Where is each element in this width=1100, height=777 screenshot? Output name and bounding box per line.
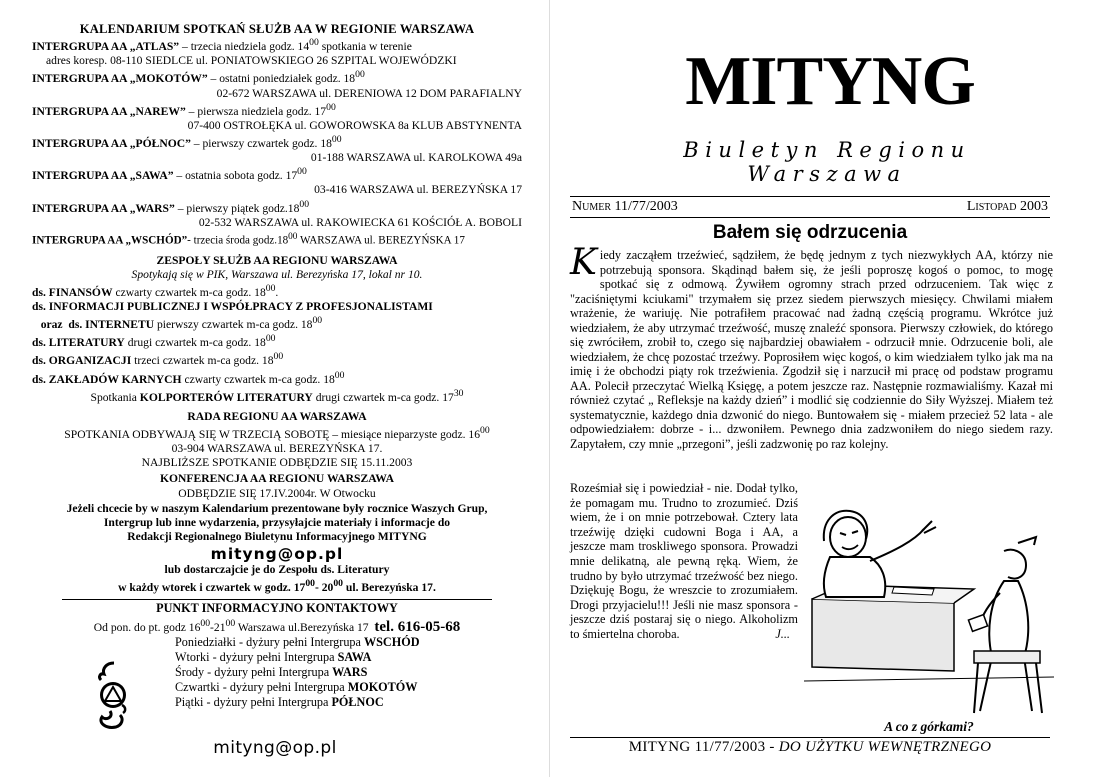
conference-line: ODBĘDZIE SIĘ 17.IV.2004r. W Otwocku bbox=[178, 486, 376, 500]
committee-organization bbox=[32, 350, 522, 368]
invite-line-1: Jeżeli chcecie by w naszym Kalendarium prezentowane były rocznice Waszych Grup, bbox=[66, 501, 488, 515]
committee-end: . bbox=[275, 285, 279, 299]
cartoon-illustration bbox=[804, 481, 1054, 725]
time-sup: 00 bbox=[265, 333, 276, 345]
duty-text: Piątki - dyżury pełni Intergrupa bbox=[175, 695, 332, 710]
intergroup-atlas bbox=[32, 36, 522, 68]
intergroup-address: 03-416 WARSZAWA ul. BEREZYŃSKA 17 bbox=[314, 183, 522, 197]
info-point-hours bbox=[32, 617, 522, 635]
time-sup: 00 bbox=[355, 69, 365, 81]
committees-note: Spotykają się w PIK, Warszawa ul. Berezyńska 17, lokal nr 10. bbox=[131, 267, 423, 281]
committee-name: LITERATURY bbox=[48, 336, 125, 350]
duty-group: PÓŁNOC bbox=[331, 695, 384, 710]
council-line-2: 03-904 WARSZAWA ul. BEREZYŃSKA 17. bbox=[171, 441, 383, 455]
article-paragraph-2: Roześmiał się i powiedział - nie. Dodał tylko, że pomagam mu. Trudno to zrozumieć. Dziś wiem, że i on mnie potrzebował. Cztery lata trzeźwiję dzięki cudowni Boga i AA, a jeszcze mam troskliwego sponsora. Prowadzi mnie delikatną, ale pewną ręką. Wiem, że trudno by było utrzymać trzeźwość bez niego. Dziękuję Bogu, że wreszcie to zrozumiałem. Drogi przyjacielu!!! Jeśli nie masz sponsora - jeszcze dziś postaraj się o niego. Alkoholizm to śmiertelna choroba. bbox=[570, 481, 798, 641]
intergroup-sawa bbox=[32, 165, 522, 197]
time-sup: 30 bbox=[453, 387, 464, 399]
committee-time: drugi czwartek m-ca godz. 17 bbox=[312, 390, 454, 404]
council-title: RADA REGIONU AA WARSZAWA bbox=[187, 409, 367, 423]
time-sup: 00 bbox=[333, 577, 343, 589]
committee-literature bbox=[32, 332, 522, 350]
time-sup: 00 bbox=[334, 369, 345, 381]
duty-text: Środy - dyżury pełni Intergrupa bbox=[175, 665, 333, 680]
committee-prisons bbox=[32, 369, 522, 387]
council-line-3: NAJBLIŻSZE SPOTKANIE ODBĘDZIE SIĘ 15.11.2003 bbox=[141, 456, 413, 470]
hours-text: Od pon. do pt. godz 16 bbox=[93, 620, 201, 634]
committee-name: INFORMACJI PUBLICZNEJ I WSPÓŁPRACY Z PROFESJONALISTAMI bbox=[48, 300, 433, 314]
time-sup: 00 bbox=[331, 134, 342, 145]
intergroup-note: spotkania w terenie bbox=[318, 40, 412, 54]
council-schedule: SPOTKANIA ODBYWAJĄ SIĘ W TRZECIĄ SOBOTĘ – miesiące nieparzyste godz. 16 bbox=[64, 427, 481, 441]
article-body-continued bbox=[570, 481, 798, 642]
calendar-section bbox=[32, 22, 522, 710]
committee-prefix: ds. bbox=[32, 285, 49, 299]
intergroup-mokotow bbox=[32, 68, 522, 100]
time-sup: 00 bbox=[273, 351, 284, 363]
masthead-title: MITYNG bbox=[685, 43, 975, 120]
illustration-caption: A co z górkami? bbox=[884, 719, 974, 734]
duty-text: Poniedziałki - dyżury pełni Intergrupa bbox=[175, 635, 364, 650]
committee-name: KOLPORTERÓW LITERATURY bbox=[139, 390, 313, 404]
committee-prefix: ds. bbox=[32, 336, 49, 350]
issue-date: Listopad 2003 bbox=[966, 199, 1048, 214]
committee-internet bbox=[32, 314, 522, 332]
time-sup: 00 bbox=[297, 166, 307, 178]
article-body bbox=[570, 242, 1053, 451]
intergroup-name: INTERGRUPA AA „NAREW” bbox=[32, 104, 186, 118]
duty-group: WSCHÓD bbox=[363, 635, 420, 650]
intergroup-address: 01-188 WARSZAWA ul. KAROLKOWA 49a bbox=[310, 151, 522, 165]
deliver-text: - 20 bbox=[314, 580, 334, 594]
intergroup-time: – trzecia niedziela godz. 14 bbox=[179, 40, 310, 54]
article-title: Bałem się odrzucenia bbox=[712, 222, 908, 243]
duty-group: MOKOTÓW bbox=[347, 680, 418, 695]
deliver-line-1: lub dostarczajcie je do Zespołu ds. Literatury bbox=[164, 562, 390, 576]
time-sup: 00 bbox=[326, 101, 336, 113]
info-point-title: PUNKT INFORMACYJNO KONTAKTOWY bbox=[156, 600, 398, 615]
intergroup-narew bbox=[32, 101, 522, 133]
duty-row bbox=[175, 665, 522, 680]
deliver-text: w każdy wtorek i czwartek w godz. 17 bbox=[118, 580, 306, 594]
footer-issue: MITYNG 11/77/2003 - bbox=[628, 739, 779, 755]
intergroup-address: adres koresp. 08-110 SIEDLCE ul. PONIATOWSKIEGO 26 SZPITAL WOJEWÓDZKI bbox=[46, 54, 457, 68]
time-sup: 00 bbox=[309, 37, 319, 49]
hours-text: -21 bbox=[210, 620, 226, 634]
invite-line-3: Redakcji Regionalnego Biuletynu Informacyjnego MITYNG bbox=[127, 530, 427, 544]
footer-internal-use: DO UŻYTKU WEWNĘTRZNEGO bbox=[778, 739, 992, 755]
committee-name: ORGANIZACJI bbox=[48, 354, 132, 368]
committee-name: FINANSÓW bbox=[48, 285, 113, 299]
duty-group: WARS bbox=[332, 665, 368, 680]
issue-number: Numer 11/77/2003 bbox=[572, 199, 678, 214]
committee-prefix: oraz ds. bbox=[32, 318, 86, 332]
divider bbox=[62, 599, 492, 600]
intergroup-name: INTERGRUPA AA „PÓŁNOC” bbox=[32, 136, 191, 150]
intergroup-name: INTERGRUPA AA „WARS” bbox=[32, 201, 175, 215]
invite-line-2: Intergrup lub inne wydarzenia, przysyłajcie materiały i informacje do bbox=[103, 515, 451, 529]
intergroup-address: 02-672 WARSZAWA ul. DERENIOWA 12 DOM PARAFIALNY bbox=[216, 86, 522, 100]
phone-number[interactable]: tel. 616-05-68 bbox=[374, 618, 461, 635]
intergroup-name: INTERGRUPA AA „MOKOTÓW” bbox=[32, 72, 208, 86]
deliver-line-2 bbox=[32, 577, 522, 595]
article-signature: J... bbox=[775, 626, 790, 641]
time-sup: 00 bbox=[288, 231, 298, 242]
address-text: Warszawa ul.Berezyńska 17 bbox=[235, 620, 375, 634]
committee-prefix: ds. bbox=[32, 372, 49, 386]
intergroup-wars bbox=[32, 198, 522, 230]
issue-bar bbox=[570, 196, 1050, 218]
intergroup-time: – pierwsza niedziela godz. 17 bbox=[185, 104, 327, 118]
intergroup-address: 02-532 WARSZAWA ul. RAKOWIECKA 61 KOŚCIÓŁ A. BOBOLI bbox=[198, 215, 522, 229]
left-footer-email[interactable]: mityng@op.pl bbox=[213, 738, 337, 758]
council-line-1 bbox=[32, 424, 522, 442]
time-sup: 00 bbox=[200, 618, 211, 630]
committee-distributors bbox=[32, 387, 522, 405]
intergroup-time: – ostatni poniedziałek godz. 18 bbox=[207, 72, 356, 86]
committee-name: ZAKŁADÓW KARNYCH bbox=[48, 372, 182, 386]
duty-row bbox=[175, 650, 522, 665]
time-sup: 00 bbox=[305, 577, 315, 589]
committees-title: ZESPOŁY SŁUŻB AA REGIONU WARSZAWA bbox=[156, 253, 398, 267]
intergroup-name: INTERGRUPA AA „ATLAS” bbox=[32, 40, 180, 54]
committee-time: drugi czwartek m-ca godz. 18 bbox=[124, 336, 266, 350]
time-sup: 00 bbox=[225, 618, 236, 630]
intergroup-time: – pierwszy czwartek godz. 18 bbox=[190, 136, 332, 150]
right-footer bbox=[570, 737, 1050, 756]
masthead-subtitle: Biuletyn Regionu Warszawa bbox=[683, 138, 971, 186]
duty-text: Czwartki - dyżury pełni Intergrupa bbox=[175, 680, 348, 695]
duty-row bbox=[175, 695, 522, 710]
committee-prefix: ds. bbox=[32, 354, 49, 368]
calendar-title: KALENDARIUM SPOTKAŃ SŁUŻB AA W REGIONIE WARSZAWA bbox=[79, 22, 475, 36]
intergroup-time: – pierwszy piątek godz.18 bbox=[174, 201, 300, 215]
duty-row bbox=[175, 680, 522, 695]
time-sup: 00 bbox=[480, 424, 490, 436]
intergroup-name: INTERGRUPA AA „SAWA” bbox=[32, 169, 174, 183]
time-sup: 00 bbox=[312, 315, 323, 327]
duty-text: Wtorki - dyżury pełni Intergrupa bbox=[175, 650, 338, 665]
time-sup: 00 bbox=[265, 283, 276, 295]
time-sup: 00 bbox=[299, 198, 310, 210]
committee-prefix: ds. bbox=[32, 300, 49, 314]
intergroup-address: WARSZAWA ul. BEREZYŃSKA 17 bbox=[297, 234, 465, 247]
duty-group: SAWA bbox=[337, 650, 372, 665]
conference-title: KONFERENCJA AA REGIONU WARSZAWA bbox=[160, 472, 394, 486]
duty-row bbox=[175, 635, 522, 650]
deliver-text: ul. Berezyńska 17. bbox=[343, 580, 436, 594]
intergroup-time: – ostatnia sobota godz. 17 bbox=[173, 169, 298, 183]
aa-logo-icon bbox=[92, 659, 134, 731]
committee-prefix: Spotkania bbox=[90, 390, 140, 404]
committee-name: INTERNETU bbox=[85, 318, 155, 332]
committee-time: czwarty czwartek m-ca godz. 18 bbox=[112, 285, 266, 299]
committee-finance bbox=[32, 282, 522, 300]
intergroup-time: - trzecia środa godz.18 bbox=[187, 234, 289, 247]
committee-time: pierwszy czwartek m-ca godz. 18 bbox=[154, 318, 313, 332]
committee-time: trzeci czwartek m-ca godz. 18 bbox=[131, 354, 274, 368]
intergroup-address: 07-400 OSTROŁĘKA ul. GOWOROWSKA 8a KLUB ABSTYNENTA bbox=[187, 118, 522, 132]
drop-cap: K bbox=[570, 242, 597, 283]
intergroup-name: INTERGRUPA AA „WSCHÓD” bbox=[32, 234, 188, 247]
committee-public-info bbox=[32, 300, 522, 314]
right-page bbox=[550, 0, 1100, 777]
email-address[interactable]: mityng@op.pl bbox=[210, 545, 344, 564]
intergroup-polnoc bbox=[32, 133, 522, 165]
article-paragraph-1: iedy zacząłem trzeźwieć, sądziłem, że będę jednym z tych niezwykłych AA, którzy nie potrzebują sponsora. Skądinąd bałem się, że jeśli poproszę kogoś o pomoc, to mogę spotkać się z odmową. Żywiłem ogromny strach przed odrzuceniem. Tak więc z "zaciśniętymi kciukami" trzymałem się przez siedem pierwszych miesięcy. Chwilami miałem wrażenie, że wariuję. Nie potrafiłem pracować nad żadną częścią programu. Wkrótce już wiedziałem, że aby utrzymać trzeźwość, muszę znaleźć sponsora. Pierwszy człowiek, do którego się zwróciłem, zrobił to, czego się najbardziej obawiałem - odrzucił mnie. Odrzucenie boli, ale wiedziałem, że chcę pozostać trzeźwy. Poprosiłem więc kogoś, o kim wiedziałem tylko jak ma na imię i że obchodzi piąty rok trzeźwienia. Zgodził się i narzucił mi pracę od podstaw programu AA. Polecił przeczytać Wielką Księgę, a potem jeszcze raz. Następnie rozmawialiśmy. Kazał mi również czytać „ Refleksje na każdy dzień” i modlić się codziennie do Siły Wyższej. Miałem też systematycznie, każdego dnia dzwonić do niego. Buntowałem się - miałem przecież 52 lata - ale odpowiedziałem: dobrze - i... dzwoniłem. Pewnego dnia zadzwoniłem do niego siedem razy. Zapytałem, czy mnie „przegoni”, jeśli zadzwonię po raz kolejny. bbox=[570, 248, 1053, 451]
intergroup-wschod bbox=[32, 230, 522, 248]
committee-time: czwarty czwartek m-ca godz. 18 bbox=[181, 372, 335, 386]
